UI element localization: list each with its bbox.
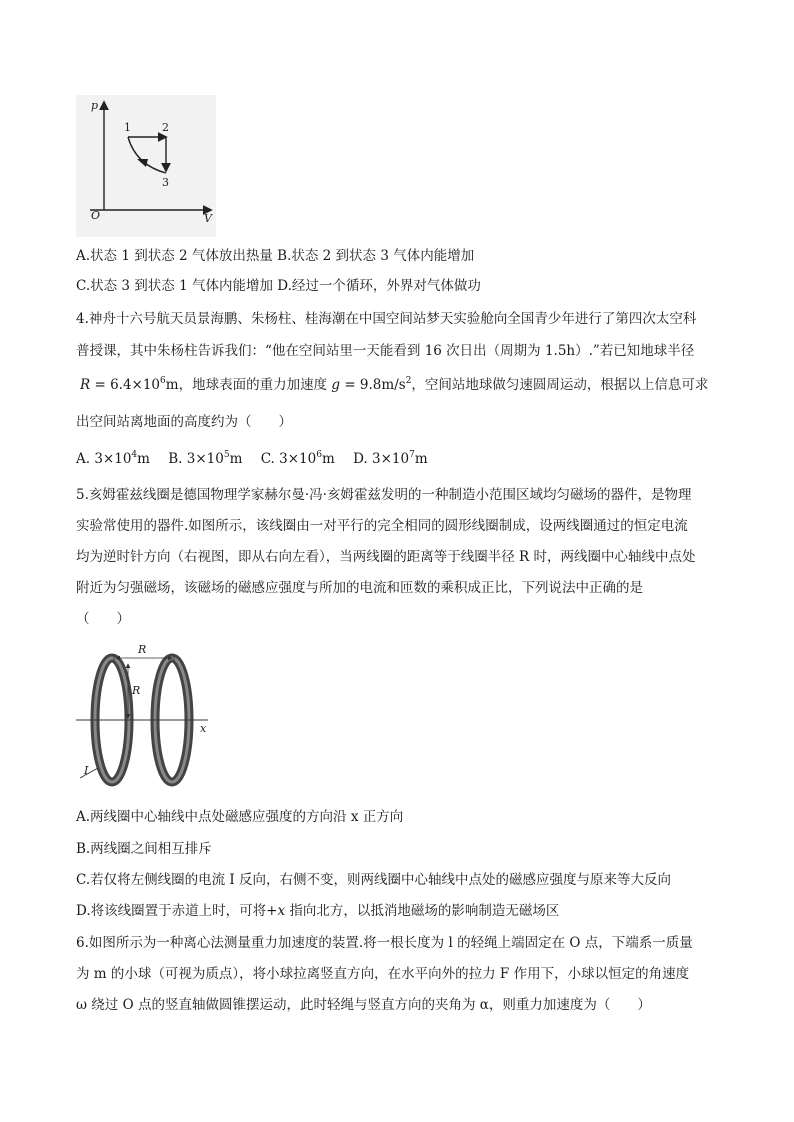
q6-stem-line1: 6.如图所示为一种离心法测量重力加速度的装置.将一根长度为 l 的轻绳上端固定在 O 点，下端系一质量 [76, 935, 693, 951]
q5-option-d: D.将该线圈置于赤道上时，可将+x 指向北方，以抵消地磁场的影响制造无磁场区 [76, 903, 560, 919]
q3-options-ab: A.状态 1 到状态 2 气体放出热量 B.状态 2 到状态 3 气体内能增加 [76, 248, 475, 264]
q4-tail-text: ，空间站地球做匀速圆周运动，根据以上信息可求 [411, 377, 709, 393]
q4-options [76, 449, 428, 469]
q4-g-symbol: g [331, 377, 341, 393]
current-lead [80, 768, 98, 778]
q4-r-exp: 6 [160, 376, 166, 386]
q5-stem-line4: 附近为匀强磁场，该磁场的磁感应强度与所加的电流和匝数的乘积成正比，下列说法中正确的是 [76, 580, 643, 596]
v-axis-label: V [204, 212, 212, 225]
q4-g-value: = 9.8m/s [340, 377, 406, 393]
helmholtz-diagram [76, 640, 212, 788]
process-3-1-arrow [137, 159, 148, 167]
x-axis-label: x [200, 722, 207, 735]
q6-stem-line2: 为 m 的小球（可视为质点），将小球拉离竖直方向，在水平向外的拉力 F 作用下，小球以恒定的角速度 [76, 966, 690, 982]
q4-stem-line2: 普授课，其中朱杨柱告诉我们：“他在空间站里一天能看到 16 次日出（周期为 1.5h）.”若已知地球半径 [76, 343, 695, 359]
q4-mid-text: ，地球表面的重力加速度 [178, 377, 332, 393]
state-1-label: 1 [124, 121, 131, 134]
q4-option-a: A. $3\times 10^4m$ [76, 450, 150, 467]
q5-option-a: A.两线圈中心轴线中点处磁感应强度的方向沿 x 正方向 [76, 809, 404, 825]
helmholtz-coil-figure [76, 640, 212, 788]
q4-option-c: C. $3\times 10^6m$ [260, 450, 335, 467]
q5-stem-line1: 5.亥姆霍兹线圈是德国物理学家赫尔曼·冯·亥姆霍兹发明的一种制造小范围区域均匀磁场的器件，是物理 [76, 487, 692, 503]
q4-r-value: = 6.4×10 [90, 377, 161, 393]
process-3-1 [128, 137, 166, 173]
current-label: I [84, 764, 89, 777]
origin-label: O [91, 209, 101, 222]
q4-option-b: B. $3\times 10^5m$ [168, 450, 243, 467]
q4-stem-line4: 出空间站离地面的高度约为（ ） [76, 414, 292, 430]
p-axis-label: p [91, 99, 99, 112]
q5-stem-line5: （ ） [76, 611, 130, 627]
q4-r-symbol: R [80, 377, 91, 393]
r-distance-label: R [138, 643, 147, 656]
q4-stem-line3 [80, 375, 708, 395]
q3-options-cd: C.状态 3 到状态 1 气体内能增加 D.经过一个循环，外界对气体做功 [76, 278, 481, 294]
q4-option-d: D. $3\times 10^7m$ [353, 450, 428, 467]
pv-diagram [76, 95, 216, 237]
q4-r-unit: m [165, 377, 179, 393]
q5-option-c: C.若仅将左侧线圈的电流 I 反向，右侧不变，则两线圈中心轴线中点处的磁感应强度与原来等大反向 [76, 872, 672, 888]
q4-g-exp: 2 [405, 376, 412, 386]
pv-cycle-figure [76, 95, 216, 237]
state-2-label: 2 [162, 121, 169, 134]
q6-stem-line3: ω 绕过 O 点的竖直轴做圆锥摆运动，此时轻绳与竖直方向的夹角为 α，则重力加速度为（ ） [76, 997, 651, 1013]
q5-stem-line3: 均为逆时针方向（右视图，即从右向左看），当两线圈的距离等于线圈半径 R 时，两线圈中心轴线中点处 [76, 549, 696, 565]
q4-stem-line1: 4.神舟十六号航天员景海鹏、朱杨柱、桂海潮在中国空间站梦天实验舱向全国青少年进行了第四次太空科 [76, 311, 697, 327]
q5-option-b: B.两线圈之间相互排斥 [76, 841, 212, 857]
r-radius-label: R [132, 684, 141, 697]
q5-stem-line2: 实验常使用的器件.如图所示，该线圈由一对平行的完全相同的圆形线圈制成，设两线圈通过的恒定电流 [76, 518, 688, 534]
state-3-label: 3 [162, 176, 169, 189]
